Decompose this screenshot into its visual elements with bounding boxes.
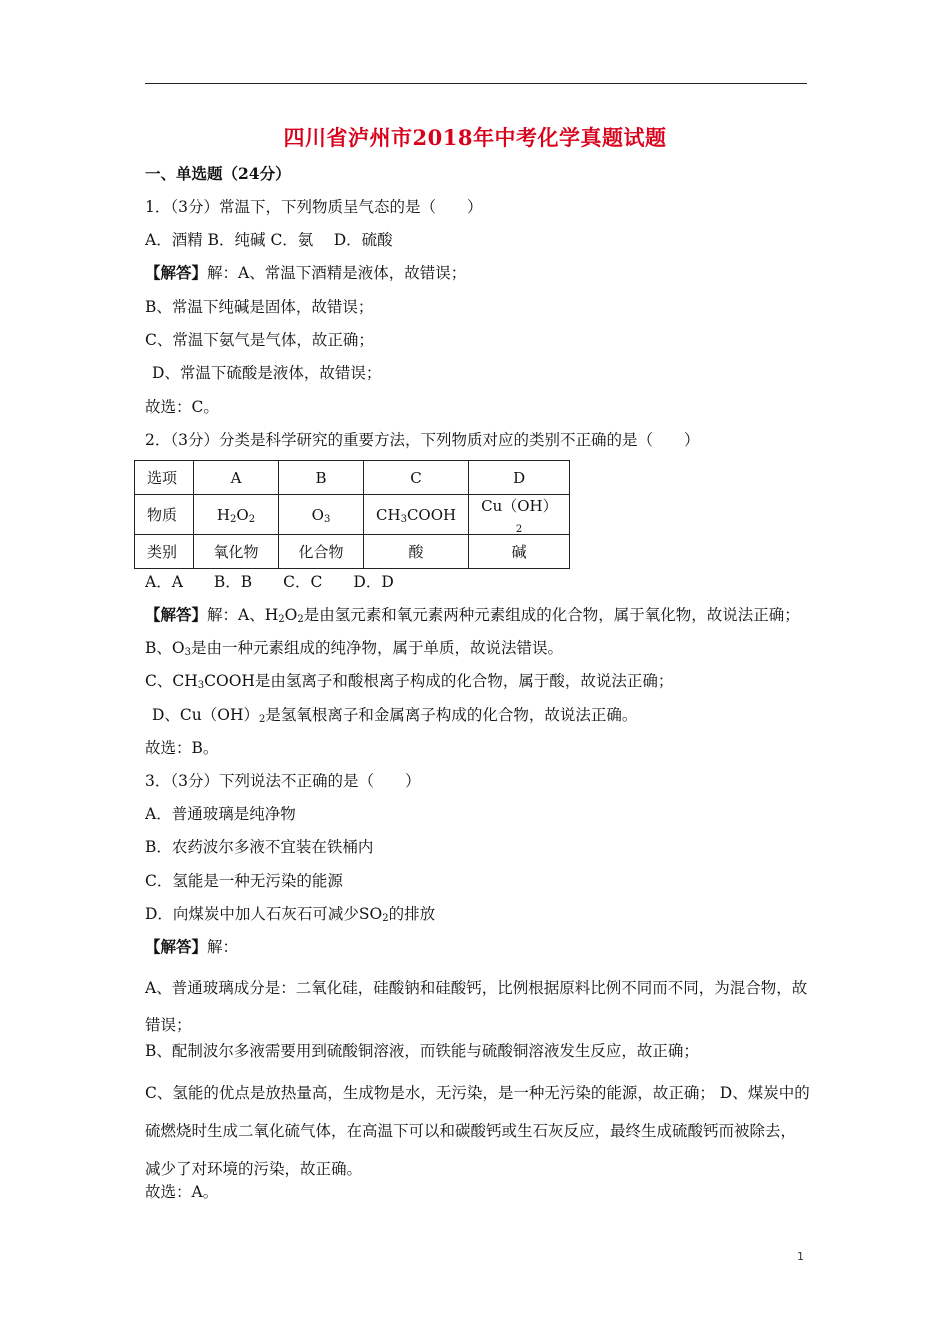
table-cell: $CH_3COOH$ [364,495,469,535]
q3-option-d: D．向煤炭中加人石灰石可减少$SO_2$的排放 [145,905,436,924]
q3-option-a: A．普通玻璃是纯净物 [145,805,296,823]
table-cell: D [469,461,570,495]
table-row [135,535,570,569]
table-cell: 选项 [135,461,194,495]
q1-stem: 1．（3分）常温下，下列物质呈气态的是（ ） [145,198,483,216]
answer-label: 【解答】 [145,937,208,956]
table-cell: 类别 [135,535,194,569]
q3-option-c: C．氢能是一种无污染的能源 [145,872,343,890]
q3-answer-para-a: A、普通玻璃成分是：二氧化硅，硅酸钠和硅酸钙，比例根据原料比例不同而不同，为混合物，故错误； [145,979,808,1034]
q3-answer-para-cd: C、氢能的优点是放热量高，生成物是水，无污染，是一种无污染的能源，故正确； D、煤炭中的硫燃烧时生成二氧化硫气体，在高温下可以和碳酸钙或生石灰反应，最终生成硫酸钙而被除去，减少了对环境的污染，故正确。 [145,1084,810,1178]
page-number: 1 [797,1250,804,1263]
q3-choice: 故选：A。 [145,1183,219,1201]
table-cell: 化合物 [279,535,364,569]
q2-choice: 故选：B。 [145,739,219,757]
table-cell: A [194,461,279,495]
q2-options-table [134,460,570,569]
q3-answer-head: 【解答】解： [145,937,239,956]
table-cell: C [364,461,469,495]
table-row [135,495,570,535]
table-cell: $H_2O_2$ [194,495,279,535]
table-cell: $Cu(OH)_2$ [469,495,570,535]
q2-answer-line4: D、$Cu(OH)_2$是氢氧根离子和金属离子构成的化合物，故说法正确。 [152,706,638,725]
table-cell: $O_3$ [279,495,364,535]
q2-answer-line1: 【解答】解：A、$H_2O_2$是由氢元素和氧元素两种元素组成的化合物，属于氧化物，故说法正确； [145,605,800,625]
table-cell: B [279,461,364,495]
q2-answer-line2: B、$O_3$是由一种元素组成的纯净物，属于单质，故说法错误。 [145,639,563,658]
q2-options: A．A B．B C．C D．D [145,573,394,591]
header-rule [145,83,807,84]
q1-answer-line2: B、常温下纯碱是固体，故错误； [145,298,374,316]
page-title: 四川省泸州市2018年中考化学真题试题 [283,125,667,150]
q2-stem: 2．（3分）分类是科学研究的重要方法，下列物质对应的类别不正确的是（ ） [145,431,700,449]
answer-label: 【解答】 [145,605,208,624]
table-cell: 碱 [469,535,570,569]
q1-choice: 故选：C。 [145,398,219,416]
q1-answer-line3: C、常温下氨气是气体，故正确； [145,331,374,349]
q3-answer-para-b: B、配制波尔多液需要用到硫酸铜溶液，而铁能与硫酸铜溶液发生反应，故正确； [145,1042,699,1060]
table-cell: 物质 [135,495,194,535]
table-cell: 氧化物 [194,535,279,569]
section-heading: 一、单选题（24分） [145,164,291,183]
q1-options: A．酒精 B．纯碱 C．氨 D．硫酸 [145,231,393,249]
table-cell: 酸 [364,535,469,569]
table-row [135,461,570,495]
q3-stem: 3．（3分）下列说法不正确的是（ ） [145,772,421,790]
q1-answer-line4: D、常温下硫酸是液体，故错误； [152,364,382,382]
q3-option-b: B．农药波尔多液不宜装在铁桶内 [145,838,374,856]
q2-answer-line3: C、$CH_3COOH$是由氢离子和酸根离子构成的化合物，属于酸，故说法正确； [145,672,674,691]
answer-label: 【解答】 [145,263,208,282]
q1-answer-line1: 【解答】解：A、常温下酒精是液体，故错误； [145,263,467,282]
